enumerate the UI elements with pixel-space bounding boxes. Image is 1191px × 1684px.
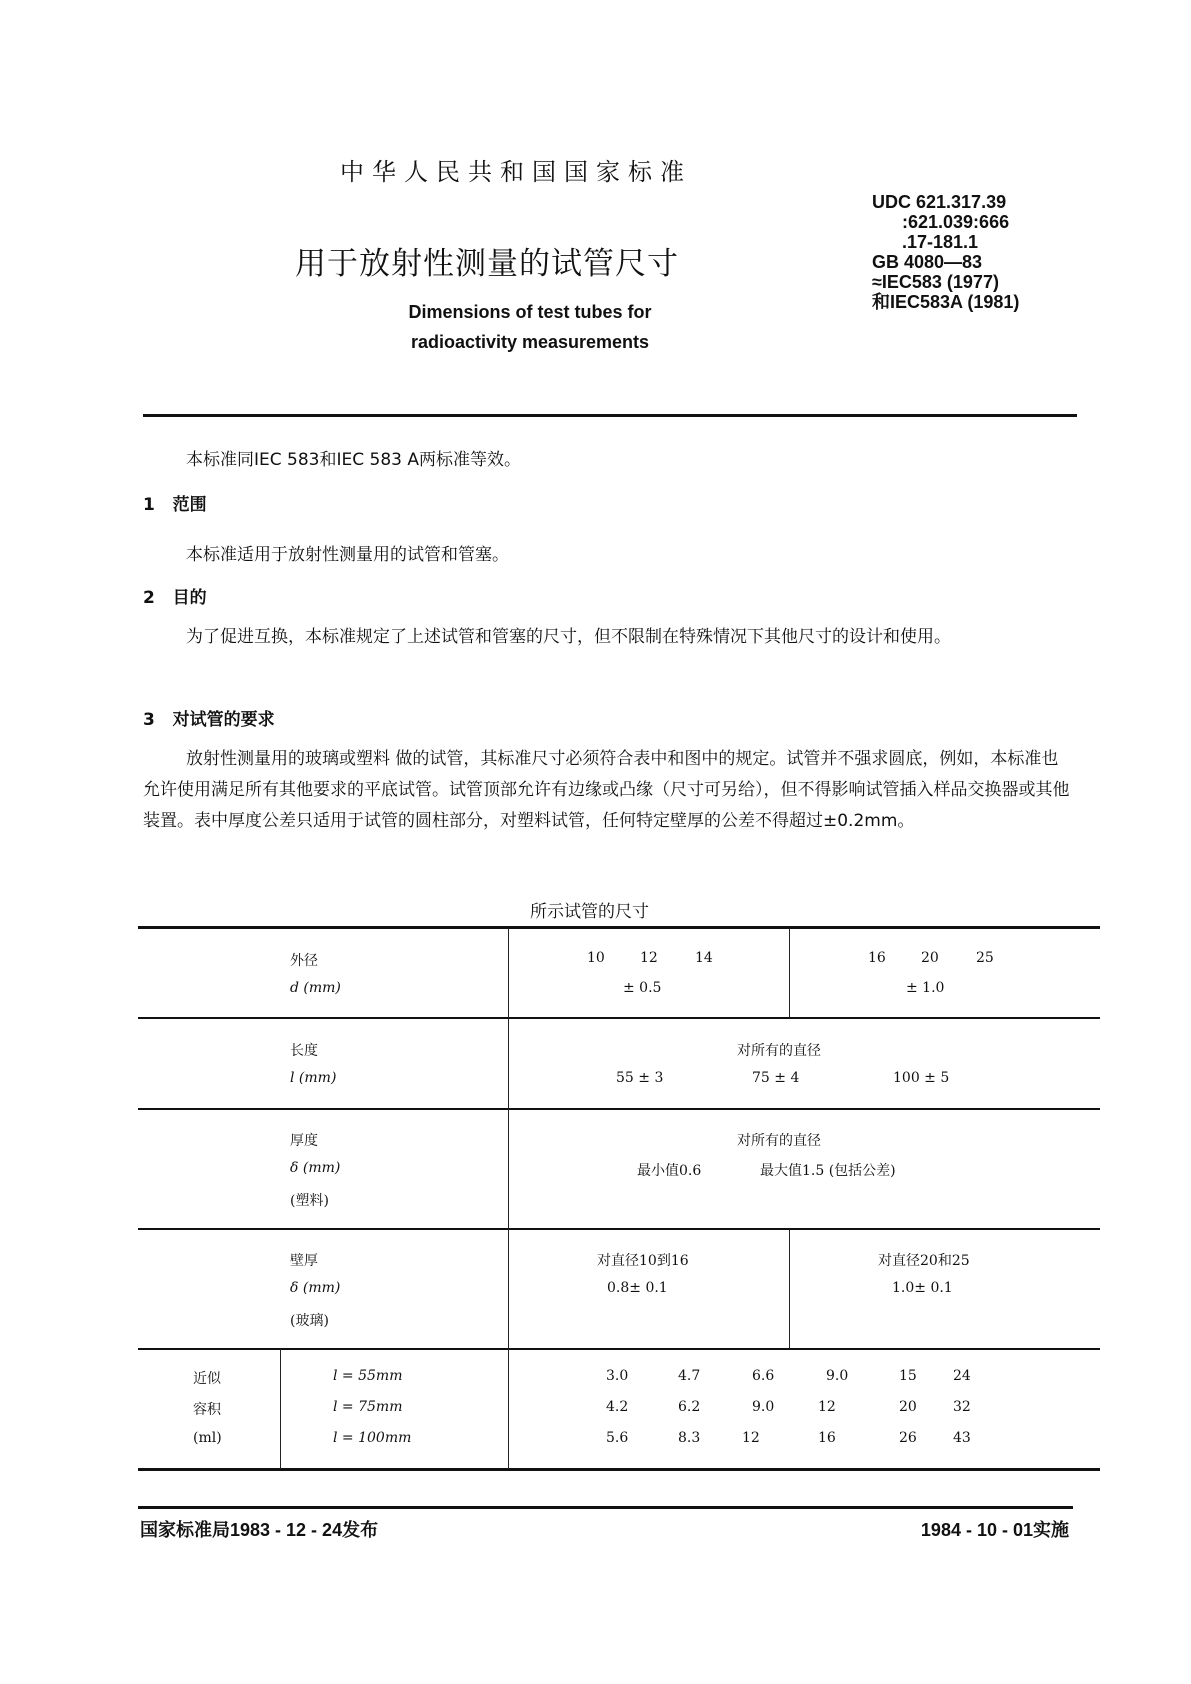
volume-cell: 6.2 xyxy=(678,1399,701,1415)
volume-cell: 26 xyxy=(899,1430,917,1446)
volume-cell: 5.6 xyxy=(606,1430,629,1446)
cell-value: 10 xyxy=(587,950,605,966)
volume-cell: 6.6 xyxy=(752,1368,775,1384)
column-divider xyxy=(508,928,509,1469)
cell-value: 55 ± 3 xyxy=(616,1070,664,1086)
row-material: (塑料) xyxy=(290,1193,329,1209)
intro-text: 本标准同IEC 583和IEC 583 A两标准等效。 xyxy=(186,450,521,470)
cell-value: 14 xyxy=(695,950,713,966)
section-2-heading xyxy=(143,583,207,608)
cell-note: 对所有的直径 xyxy=(737,1043,821,1059)
iec-equivalent: 和IEC583A (1981) xyxy=(872,292,1020,312)
effective-date: 1984 - 10 - 01实施 xyxy=(920,1520,1069,1540)
cell-note: 对所有的直径 xyxy=(737,1133,821,1149)
section-1-text: 本标准适用于放射性测量用的试管和管塞。 xyxy=(186,545,509,565)
section-number: 2 xyxy=(143,588,155,608)
cell-tolerance: ± 0.5 xyxy=(623,980,662,996)
section-number: 1 xyxy=(143,495,155,515)
section-title: 对试管的要求 xyxy=(172,710,275,730)
column-divider xyxy=(789,928,790,1018)
udc-classification-block xyxy=(872,192,1019,312)
cell-value: 20 xyxy=(921,950,939,966)
row-label-outer-diameter: 外径 xyxy=(290,953,318,969)
row-label-length: 长度 xyxy=(290,1043,318,1059)
row-unit: δ (mm) xyxy=(290,1160,341,1176)
udc-line: .17-181.1 xyxy=(902,232,979,252)
volume-cell: 20 xyxy=(899,1399,917,1415)
volume-cell: 15 xyxy=(899,1368,917,1384)
section-3-heading xyxy=(143,705,275,730)
volume-cell: 43 xyxy=(953,1430,971,1446)
document-title-en-line1: Dimensions of test tubes for xyxy=(408,302,652,322)
volume-cell: 12 xyxy=(818,1399,836,1415)
document-title-en-line2: radioactivity measurements xyxy=(410,332,650,352)
cell-value: 12 xyxy=(640,950,658,966)
cell-tolerance: ± 1.0 xyxy=(906,980,945,996)
volume-cell: 8.3 xyxy=(678,1430,701,1446)
issue-date: 国家标准局1983 - 12 - 24发布 xyxy=(140,1520,379,1540)
section-3-text: 放射性测量用的玻璃或塑料 做的试管，其标准尺寸必须符合表中和图中的规定。试管并不强求圆底，例如，本标准也允许使用满足所有其他要求的平底试管。试管顶部允许有边缘或凸缘（尺寸可另给），但不得影响试管插入样品交换器或其他装置。表中厚度公差只适用于试管的圆柱部分，对塑料试管，任何特定壁厚的公差不得超过±0.2mm。 xyxy=(143,749,1070,831)
table-bottom-border xyxy=(138,1468,1100,1471)
row-label-volume: 近似 xyxy=(193,1371,221,1387)
row-unit: d (mm) xyxy=(290,980,341,996)
volume-cell: 4.2 xyxy=(606,1399,629,1415)
volume-cell: 24 xyxy=(953,1368,971,1384)
row-label-volume: (ml) xyxy=(193,1430,222,1446)
table-caption: 所示试管的尺寸 xyxy=(530,902,649,922)
cell-value: 100 ± 5 xyxy=(893,1070,950,1086)
cell-note: 对直径10到16 xyxy=(597,1253,689,1269)
cell-value: 16 xyxy=(868,950,886,966)
volume-cell: 12 xyxy=(742,1430,760,1446)
cell-value: 75 ± 4 xyxy=(752,1070,800,1086)
section-1-heading xyxy=(143,490,207,515)
cell-min: 最小值0.6 xyxy=(637,1163,702,1179)
document-title-cn: 用于放射性测量的试管尺寸 xyxy=(295,246,679,282)
column-divider xyxy=(280,1349,281,1469)
gb-number: GB 4080—83 xyxy=(872,252,983,272)
column-divider xyxy=(789,1229,790,1349)
section-title: 目的 xyxy=(172,588,207,608)
standard-country-heading: 中华人民共和国国家标准 xyxy=(340,158,692,186)
cell-value: 25 xyxy=(976,950,994,966)
section-number: 3 xyxy=(143,710,155,730)
row-unit: l (mm) xyxy=(290,1070,337,1086)
header-rule xyxy=(143,414,1077,417)
volume-cell: 16 xyxy=(818,1430,836,1446)
udc-line: :621.039:666 xyxy=(902,212,1010,232)
row-divider xyxy=(138,1348,1100,1350)
row-label-thickness: 厚度 xyxy=(290,1133,318,1149)
volume-length: l = 75mm xyxy=(333,1399,403,1415)
row-material: (玻璃) xyxy=(290,1313,329,1329)
cell-max: 最大值1.5 (包括公差) xyxy=(760,1163,896,1179)
row-unit: δ (mm) xyxy=(290,1280,341,1296)
footer-rule xyxy=(138,1506,1073,1509)
cell-note: 对直径20和25 xyxy=(878,1253,970,1269)
cell-value: 0.8± 0.1 xyxy=(607,1280,668,1296)
table-top-border xyxy=(138,926,1100,929)
row-divider xyxy=(138,1228,1100,1230)
volume-cell: 3.0 xyxy=(606,1368,629,1384)
section-2-text: 为了促进互换，本标准规定了上述试管和管塞的尺寸，但不限制在特殊情况下其他尺寸的设计和使用。 xyxy=(186,627,951,647)
volume-cell: 9.0 xyxy=(826,1368,849,1384)
iec-equivalent: ≈IEC583 (1977) xyxy=(872,272,999,292)
volume-length: l = 55mm xyxy=(333,1368,403,1384)
row-label-volume: 容积 xyxy=(193,1402,221,1418)
section-title: 范围 xyxy=(172,495,207,515)
row-divider xyxy=(138,1108,1100,1110)
row-divider xyxy=(138,1017,1100,1019)
udc-line: UDC 621.317.39 xyxy=(872,192,1007,212)
row-label-wall: 壁厚 xyxy=(290,1253,318,1269)
cell-value: 1.0± 0.1 xyxy=(892,1280,953,1296)
volume-cell: 9.0 xyxy=(752,1399,775,1415)
volume-cell: 32 xyxy=(953,1399,971,1415)
volume-length: l = 100mm xyxy=(333,1430,412,1446)
volume-cell: 4.7 xyxy=(678,1368,701,1384)
